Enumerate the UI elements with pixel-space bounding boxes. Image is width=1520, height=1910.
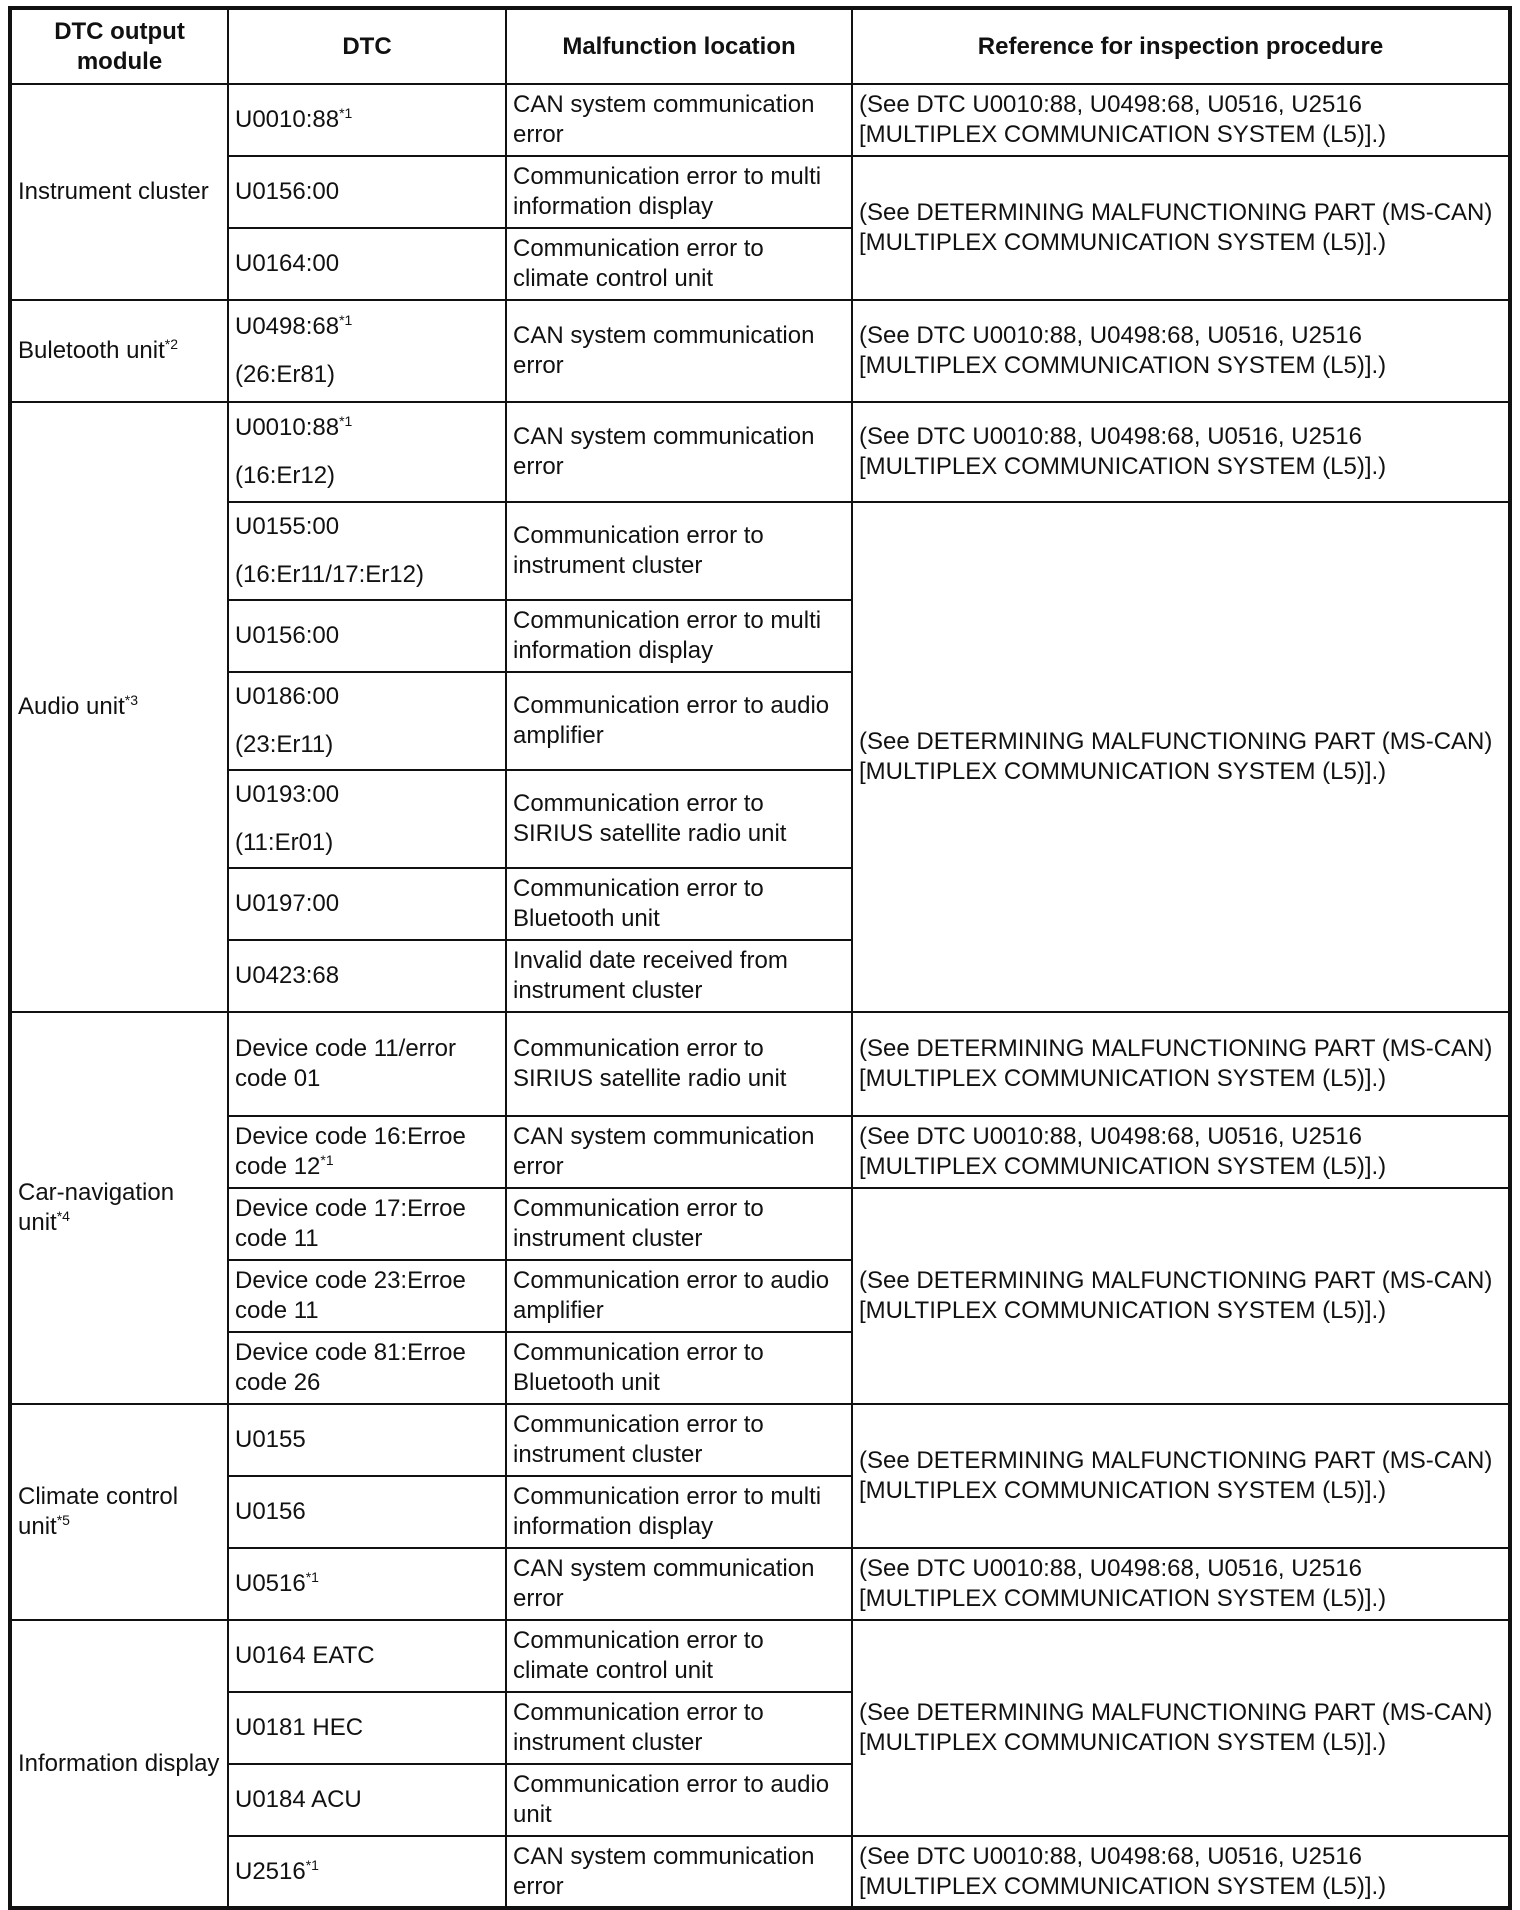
dtc-cell: U0184 ACU xyxy=(228,1764,506,1836)
location-cell: CAN system communication error xyxy=(506,84,852,156)
location-cell: CAN system communication error xyxy=(506,1548,852,1620)
dtc-cell: U0498:68$^{*1}$ (26:Er81) xyxy=(228,300,506,402)
header-reference: Reference for inspection procedure xyxy=(852,8,1510,84)
dtc-table-container xyxy=(8,6,1512,1904)
module-cell: Climate control unit$^{*5}$ xyxy=(10,1404,228,1620)
reference-cell: (See DTC U0010:88, U0498:68, U0516, U2516 [MULTIPLEX COMMUNICATION SYSTEM (L5)].) xyxy=(852,1116,1510,1188)
location-cell: Communication error to instrument cluster xyxy=(506,1692,852,1764)
dtc-cell: U0193:00 (11:Er01) xyxy=(228,770,506,868)
reference-cell: (See DTC U0010:88, U0498:68, U0516, U2516 [MULTIPLEX COMMUNICATION SYSTEM (L5)].) xyxy=(852,402,1510,502)
location-cell: Communication error to multi information display xyxy=(506,600,852,672)
table-row xyxy=(10,502,1510,600)
module-cell: Instrument cluster xyxy=(10,84,228,300)
dtc-table xyxy=(8,6,1512,1910)
location-cell: CAN system communication error xyxy=(506,1116,852,1188)
dtc-cell: U0186:00 (23:Er11) xyxy=(228,672,506,770)
location-cell: Communication error to multi information display xyxy=(506,1476,852,1548)
table-row xyxy=(10,1404,1510,1476)
dtc-cell: U0516$^{*1}$ xyxy=(228,1548,506,1620)
reference-cell: (See DTC U0010:88, U0498:68, U0516, U2516 [MULTIPLEX COMMUNICATION SYSTEM (L5)].) xyxy=(852,300,1510,402)
table-row xyxy=(10,1836,1510,1908)
module-cell: Car-navigation unit$^{*4}$ xyxy=(10,1012,228,1404)
dtc-cell: U0181 HEC xyxy=(228,1692,506,1764)
table-row xyxy=(10,1188,1510,1260)
module-cell: Audio unit$^{*3}$ xyxy=(10,402,228,1012)
module-cell: Information display xyxy=(10,1620,228,1908)
module-cell: Buletooth unit$^{*2}$ xyxy=(10,300,228,402)
dtc-cell: Device code 16:Erroe code 12$^{*1}$ xyxy=(228,1116,506,1188)
location-cell: Communication error to Bluetooth unit xyxy=(506,1332,852,1404)
location-cell: Communication error to climate control unit xyxy=(506,1620,852,1692)
table-row xyxy=(10,402,1510,502)
location-cell: Communication error to audio amplifier xyxy=(506,1260,852,1332)
dtc-cell: U0010:88$^{*1}$ xyxy=(228,84,506,156)
dtc-cell: U0423:68 xyxy=(228,940,506,1012)
location-cell: Communication error to SIRIUS satellite radio unit xyxy=(506,1012,852,1116)
dtc-cell: Device code 11/error code 01 xyxy=(228,1012,506,1116)
reference-cell: (See DETERMINING MALFUNCTIONING PART (MS-CAN) [MULTIPLEX COMMUNICATION SYSTEM (L5)].) xyxy=(852,1404,1510,1548)
dtc-cell: U0156:00 xyxy=(228,156,506,228)
table-row xyxy=(10,1116,1510,1188)
location-cell: CAN system communication error xyxy=(506,402,852,502)
reference-cell: (See DTC U0010:88, U0498:68, U0516, U2516 [MULTIPLEX COMMUNICATION SYSTEM (L5)].) xyxy=(852,1548,1510,1620)
dtc-cell: Device code 23:Erroe code 11 xyxy=(228,1260,506,1332)
dtc-cell: U0164:00 xyxy=(228,228,506,300)
table-row xyxy=(10,300,1510,402)
reference-cell: (See DETERMINING MALFUNCTIONING PART (MS-CAN) [MULTIPLEX COMMUNICATION SYSTEM (L5)].) xyxy=(852,1188,1510,1404)
table-row xyxy=(10,1012,1510,1116)
table-row xyxy=(10,1620,1510,1692)
location-cell: Communication error to audio unit xyxy=(506,1764,852,1836)
dtc-cell: U0197:00 xyxy=(228,868,506,940)
table-row xyxy=(10,84,1510,156)
header-location: Malfunction location xyxy=(506,8,852,84)
header-dtc: DTC xyxy=(228,8,506,84)
location-cell: Communication error to instrument cluster xyxy=(506,502,852,600)
dtc-cell: U0155 xyxy=(228,1404,506,1476)
reference-cell: (See DETERMINING MALFUNCTIONING PART (MS-CAN) [MULTIPLEX COMMUNICATION SYSTEM (L5)].) xyxy=(852,1012,1510,1116)
dtc-cell: U0156:00 xyxy=(228,600,506,672)
header-module: DTC output module xyxy=(10,8,228,84)
dtc-cell: U0164 EATC xyxy=(228,1620,506,1692)
table-header-row xyxy=(10,8,1510,84)
location-cell: Communication error to SIRIUS satellite radio unit xyxy=(506,770,852,868)
location-cell: Communication error to multi information display xyxy=(506,156,852,228)
location-cell: Communication error to climate control unit xyxy=(506,228,852,300)
location-cell: Communication error to instrument cluster xyxy=(506,1404,852,1476)
dtc-cell: Device code 81:Erroe code 26 xyxy=(228,1332,506,1404)
location-cell: Communication error to Bluetooth unit xyxy=(506,868,852,940)
location-cell: Invalid date received from instrument cluster xyxy=(506,940,852,1012)
dtc-cell: U0155:00 (16:Er11/17:Er12) xyxy=(228,502,506,600)
location-cell: CAN system communication error xyxy=(506,1836,852,1908)
reference-cell: (See DTC U0010:88, U0498:68, U0516, U2516 [MULTIPLEX COMMUNICATION SYSTEM (L5)].) xyxy=(852,1836,1510,1908)
location-cell: CAN system communication error xyxy=(506,300,852,402)
dtc-cell: U0010:88$^{*1}$ (16:Er12) xyxy=(228,402,506,502)
dtc-cell: U0156 xyxy=(228,1476,506,1548)
reference-cell: (See DETERMINING MALFUNCTIONING PART (MS-CAN) [MULTIPLEX COMMUNICATION SYSTEM (L5)].) xyxy=(852,1620,1510,1836)
dtc-cell: U2516$^{*1}$ xyxy=(228,1836,506,1908)
table-row xyxy=(10,156,1510,228)
reference-cell: (See DTC U0010:88, U0498:68, U0516, U2516 [MULTIPLEX COMMUNICATION SYSTEM (L5)].) xyxy=(852,84,1510,156)
dtc-cell: Device code 17:Erroe code 11 xyxy=(228,1188,506,1260)
location-cell: Communication error to instrument cluster xyxy=(506,1188,852,1260)
reference-cell: (See DETERMINING MALFUNCTIONING PART (MS-CAN) [MULTIPLEX COMMUNICATION SYSTEM (L5)].) xyxy=(852,156,1510,300)
reference-cell: (See DETERMINING MALFUNCTIONING PART (MS-CAN) [MULTIPLEX COMMUNICATION SYSTEM (L5)].) xyxy=(852,502,1510,1012)
location-cell: Communication error to audio amplifier xyxy=(506,672,852,770)
table-row xyxy=(10,1548,1510,1620)
